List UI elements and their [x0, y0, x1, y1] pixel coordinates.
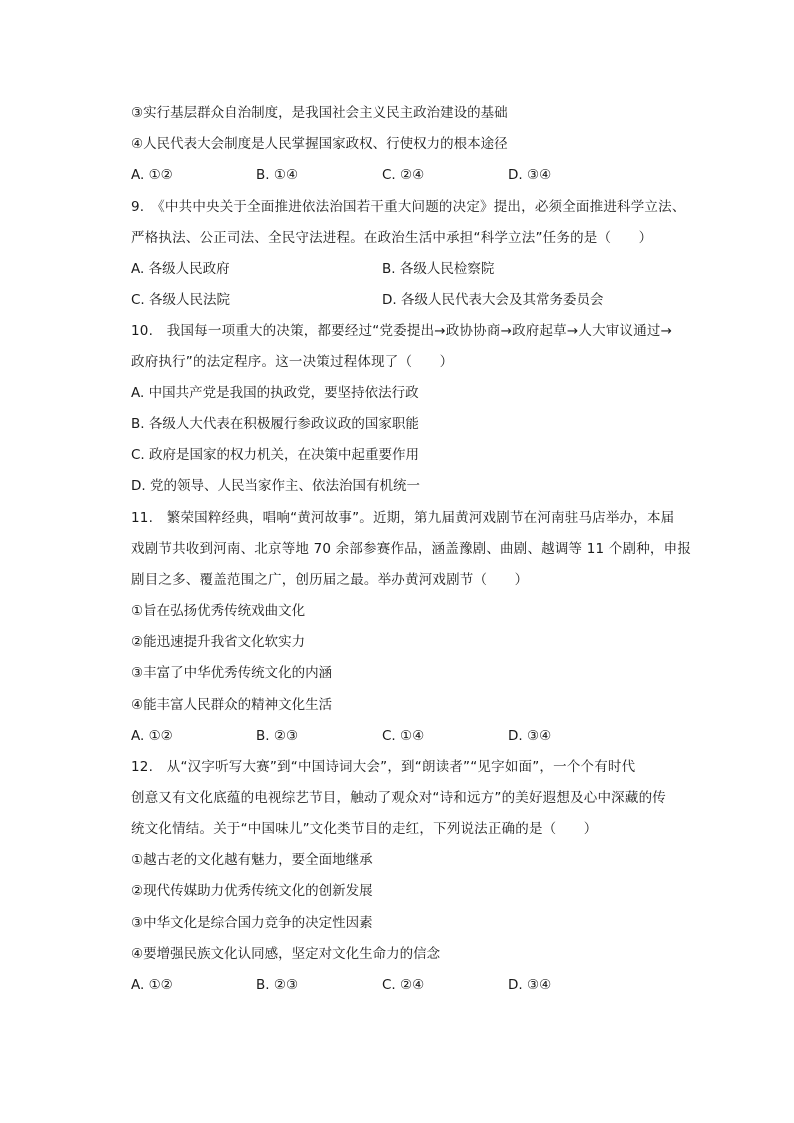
q9-option-c: C. 各级人民法院: [131, 292, 231, 308]
carryover-option-d: D. ③④: [508, 167, 552, 183]
q10-option-a: A. 中国共产党是我国的执政党，要坚持依法行政: [131, 385, 419, 401]
q10-stem-line-2: 政府执行”的法定程序。这一决策过程体现了（ ）: [131, 354, 454, 370]
carryover-option-c: C. ②④: [382, 167, 425, 183]
carryover-statement-4: ④人民代表大会制度是人民掌握国家政权、行使权力的根本途径: [131, 136, 508, 152]
q10-option-d: D. 党的领导、人民当家作主、依法治国有机统一: [131, 478, 420, 494]
q9-stem-line-2: 严格执法、公正司法、全民守法进程。在政治生活中承担“科学立法”任务的是（ ）: [131, 230, 653, 246]
q12-stem-line-3: 统文化情结。关于“中国味儿”文化类节目的走红，下列说法正确的是（ ）: [131, 821, 598, 837]
q12-option-d: D. ③④: [508, 977, 552, 993]
q11-statement-3: ③丰富了中华优秀传统文化的内涵: [131, 665, 333, 681]
carryover-option-a: A. ①②: [131, 167, 173, 183]
q10-option-b: B. 各级人大代表在积极履行参政议政的国家职能: [131, 416, 419, 432]
q12-option-c: C. ②④: [382, 977, 425, 993]
q12-option-b: B. ②③: [256, 977, 299, 993]
q12-statement-4: ④要增强民族文化认同感，坚定对文化生命力的信念: [131, 946, 441, 962]
q11-stem-line-2: 戏剧节共收到河南、北京等地 70 余部参赛作品，涵盖豫剧、曲剧、越调等 11 个剧种，申报: [131, 541, 692, 557]
q12-stem-line-1: 12. 从“汉字听写大赛”到“中国诗词大会”，到“朗读者”“见字如面”，一个个有时代: [131, 759, 636, 775]
q11-option-b: B. ②③: [256, 728, 299, 744]
q11-statement-2: ②能迅速提升我省文化软实力: [131, 634, 306, 650]
q12-stem-line-2: 创意又有文化底蕴的电视综艺节目，触动了观众对“诗和远方”的美好遐想及心中深藏的传: [131, 790, 666, 806]
q11-option-c: C. ①④: [382, 728, 425, 744]
q11-stem-line-1: 11. 繁荣国粹经典，唱响“黄河故事”。近期，第九届黄河戏剧节在河南驻马店举办，本届: [131, 510, 675, 526]
q9-option-b: B. 各级人民检察院: [382, 261, 495, 277]
q11-statement-4: ④能丰富人民群众的精神文化生活: [131, 697, 333, 713]
q9-option-d: D. 各级人民代表大会及其常务委员会: [382, 292, 604, 308]
q10-option-c: C. 政府是国家的权力机关，在决策中起重要作用: [131, 447, 420, 463]
q9-option-a: A. 各级人民政府: [131, 261, 230, 277]
q12-option-a: A. ①②: [131, 977, 173, 993]
q11-stem-line-3: 剧目之多、覆盖范围之广，创历届之最。举办黄河戏剧节（ ）: [131, 572, 529, 588]
carryover-statement-3: ③实行基层群众自治制度，是我国社会主义民主政治建设的基础: [131, 105, 508, 121]
q12-statement-2: ②现代传媒助力优秀传统文化的创新发展: [131, 883, 373, 899]
q9-stem-line-1: 9. 《中共中央关于全面推进依法治国若干重大问题的决定》提出，必须全面推进科学立法、: [131, 199, 686, 215]
q12-statement-3: ③中华文化是综合国力竞争的决定性因素: [131, 915, 373, 931]
carryover-option-b: B. ①④: [256, 167, 299, 183]
q11-option-a: A. ①②: [131, 728, 173, 744]
q11-statement-1: ①旨在弘扬优秀传统戏曲文化: [131, 603, 306, 619]
q11-option-d: D. ③④: [508, 728, 552, 744]
q12-statement-1: ①越古老的文化越有魅力，要全面地继承: [131, 852, 373, 868]
q10-stem-line-1: 10. 我国每一项重大的决策，都要经过“党委提出→政协协商→政府起草→人大审议通过→: [131, 323, 673, 339]
